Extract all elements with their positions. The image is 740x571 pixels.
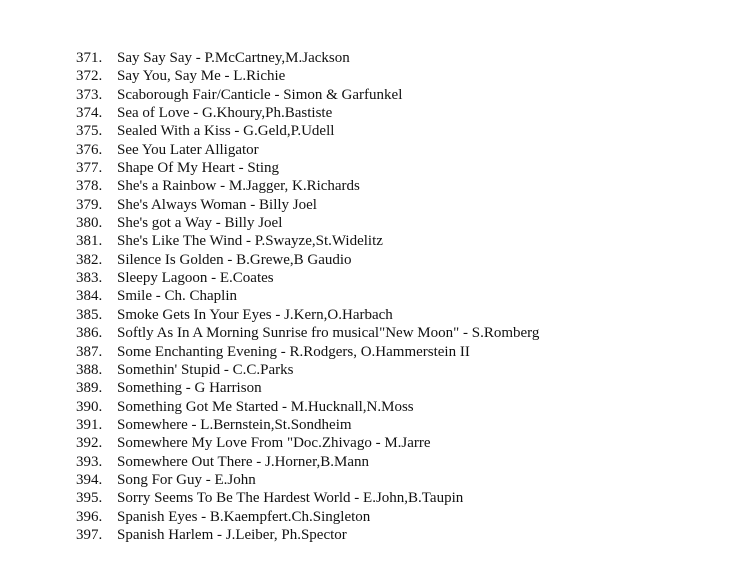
- song-number: 378.: [76, 178, 103, 195]
- song-title: Somewhere My Love From "Doc.Zhivago - M.Jarre: [117, 435, 431, 452]
- song-number: 390.: [76, 398, 103, 415]
- song-number: 395.: [76, 490, 103, 507]
- song-title: Something - G Harrison: [117, 380, 262, 397]
- song-title: Some Enchanting Evening - R.Rodgers, O.Hammerstein II: [117, 343, 470, 360]
- song-number: 389.: [76, 380, 103, 397]
- song-number: 382.: [76, 251, 103, 268]
- song-number: 373.: [76, 86, 103, 103]
- song-number: 374.: [76, 105, 103, 122]
- song-title: Smile - Ch. Chaplin: [117, 288, 237, 305]
- song-number: 394.: [76, 471, 103, 488]
- song-number: 391.: [76, 416, 103, 433]
- song-title: She's Like The Wind - P.Swayze,St.Widelitz: [117, 233, 383, 250]
- song-title: See You Later Alligator: [117, 141, 259, 158]
- song-number: 372.: [76, 68, 103, 85]
- song-title: Say Say Say - P.McCartney,M.Jackson: [117, 50, 350, 66]
- song-number: 380.: [76, 215, 103, 232]
- song-title: Somethin' Stupid - C.C.Parks: [117, 361, 294, 378]
- song-title: She's Always Woman - Billy Joel: [117, 196, 317, 213]
- song-number: 377.: [76, 160, 103, 177]
- song-number: 397.: [76, 526, 103, 543]
- song-number: 387.: [76, 343, 103, 360]
- song-number: 383.: [76, 270, 103, 287]
- song-title: Sorry Seems To Be The Hardest World - E.John,B.Taupin: [117, 490, 464, 507]
- song-title: Silence Is Golden - B.Grewe,B Gaudio: [117, 251, 352, 268]
- song-title: She's a Rainbow - M.Jagger, K.Richards: [117, 178, 360, 195]
- song-number: 379.: [76, 196, 103, 213]
- song-title: Softly As In A Morning Sunrise fro musical"New Moon" - S.Romberg: [117, 325, 540, 342]
- song-number: 392.: [76, 435, 103, 452]
- song-title: Song For Guy - E.John: [117, 471, 256, 488]
- song-title: Somewhere - L.Bernstein,St.Sondheim: [117, 416, 352, 433]
- song-number: 375.: [76, 123, 103, 140]
- song-number: 388.: [76, 361, 103, 378]
- song-title: She's got a Way - Billy Joel: [117, 215, 283, 232]
- song-number: 393.: [76, 453, 103, 470]
- song-number: 386.: [76, 325, 103, 342]
- song-title: Somewhere Out There - J.Horner,B.Mann: [117, 453, 369, 470]
- song-title: Something Got Me Started - M.Hucknall,N.Moss: [117, 398, 414, 415]
- song-number: 381.: [76, 233, 103, 250]
- song-number: 396.: [76, 508, 103, 525]
- song-number: 385.: [76, 306, 103, 323]
- song-title: Shape Of My Heart - Sting: [117, 160, 280, 177]
- song-title: Sea of Love - G.Khoury,Ph.Bastiste: [117, 105, 333, 122]
- song-title: Spanish Eyes - B.Kaempfert.Ch.Singleton: [117, 508, 371, 525]
- song-title: Say You, Say Me - L.Richie: [117, 68, 286, 85]
- song-title: Spanish Harlem - J.Leiber, Ph.Spector: [117, 526, 347, 543]
- song-title: Scaborough Fair/Canticle - Simon & Garfunkel: [117, 86, 403, 103]
- song-number: 371.: [76, 50, 103, 66]
- song-number: 384.: [76, 288, 103, 305]
- song-title: Sealed With a Kiss - G.Geld,P.Udell: [117, 123, 335, 140]
- song-title: Sleepy Lagoon - E.Coates: [117, 270, 274, 287]
- song-number: 376.: [76, 141, 103, 158]
- song-title: Smoke Gets In Your Eyes - J.Kern,O.Harbach: [117, 306, 393, 323]
